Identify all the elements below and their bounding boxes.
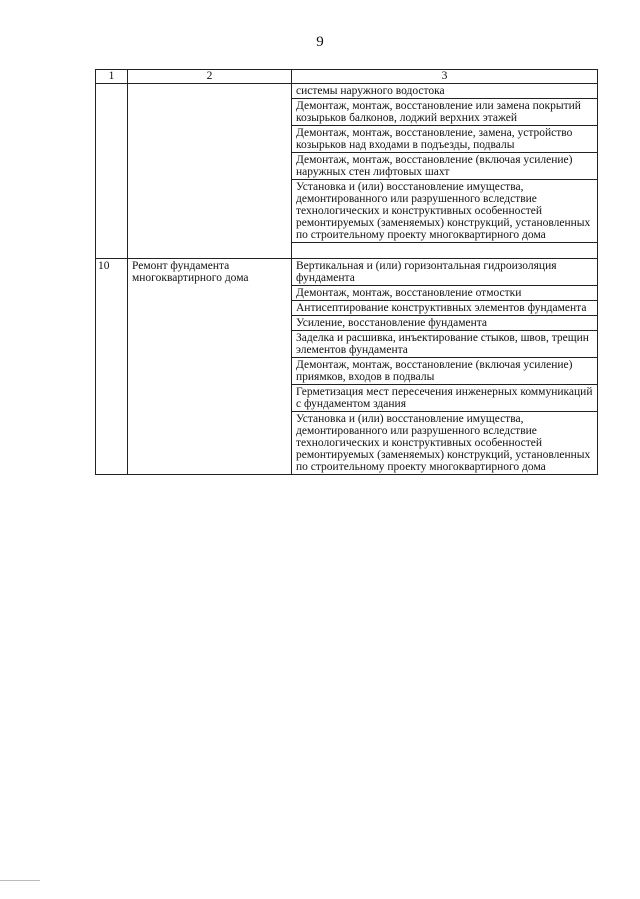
header-col-2: 2	[128, 70, 292, 84]
works-table	[95, 69, 598, 475]
work-item: Демонтаж, монтаж, восстановление (включая усиление) наружных стен лифтовых шахт	[292, 152, 597, 179]
work-item: Установка и (или) восстановление имущества, демонтированного или разрушенного вследствие технологических и конструктивных особенностей ремонтируемых (заменяемых) конструкций, установленных по строительному проекту многоквартирного дома	[292, 179, 597, 242]
work-item: Антисептирование конструктивных элементов фундамента	[292, 300, 597, 315]
row-works-cell	[292, 84, 598, 259]
row-name-cell: Ремонт фундамента многоквартирного дома	[128, 259, 292, 475]
header-col-3: 3	[292, 70, 598, 84]
table-row-continuation	[96, 84, 598, 259]
work-item: Вертикальная и (или) горизонтальная гидроизоляция фундамента	[296, 260, 557, 284]
work-item: Демонтаж, монтаж, восстановление или замена покрытий козырьков балконов, лоджий верхних этажей	[292, 98, 597, 125]
scan-edge-mark	[0, 880, 40, 881]
work-item: Установка и (или) восстановление имущества, демонтированного или разрушенного вследствие технологических и конструктивных особенностей ремонтируемых (заменяемых) конструкций, установленных по строительному проекту многоквартирного дома	[292, 411, 597, 474]
table-row-section-10	[96, 259, 598, 475]
work-item: Заделка и расшивка, инъектирование стыков, швов, трещин элементов фундамента	[292, 330, 597, 357]
header-col-1: 1	[96, 70, 128, 84]
work-item: Герметизация мест пересечения инженерных коммуникаций с фундаментом здания	[292, 384, 597, 411]
work-item-spacer	[292, 242, 597, 258]
row-works-cell	[292, 259, 598, 475]
work-item: Демонтаж, монтаж, восстановление, замена, устройство козырьков над входами в подъезды, подвалы	[292, 125, 597, 152]
table-header-row	[96, 70, 598, 84]
work-item: Демонтаж, монтаж, восстановление (включая усиление) приямков, входов в подвалы	[292, 357, 597, 384]
row-number-cell	[96, 84, 128, 259]
work-item: Демонтаж, монтаж, восстановление отмостки	[292, 285, 597, 300]
page-number: 9	[316, 34, 324, 50]
row-name-cell	[128, 84, 292, 259]
row-number-cell: 10	[96, 259, 128, 475]
work-item: системы наружного водостока	[296, 85, 445, 97]
work-item: Усиление, восстановление фундамента	[292, 315, 597, 330]
